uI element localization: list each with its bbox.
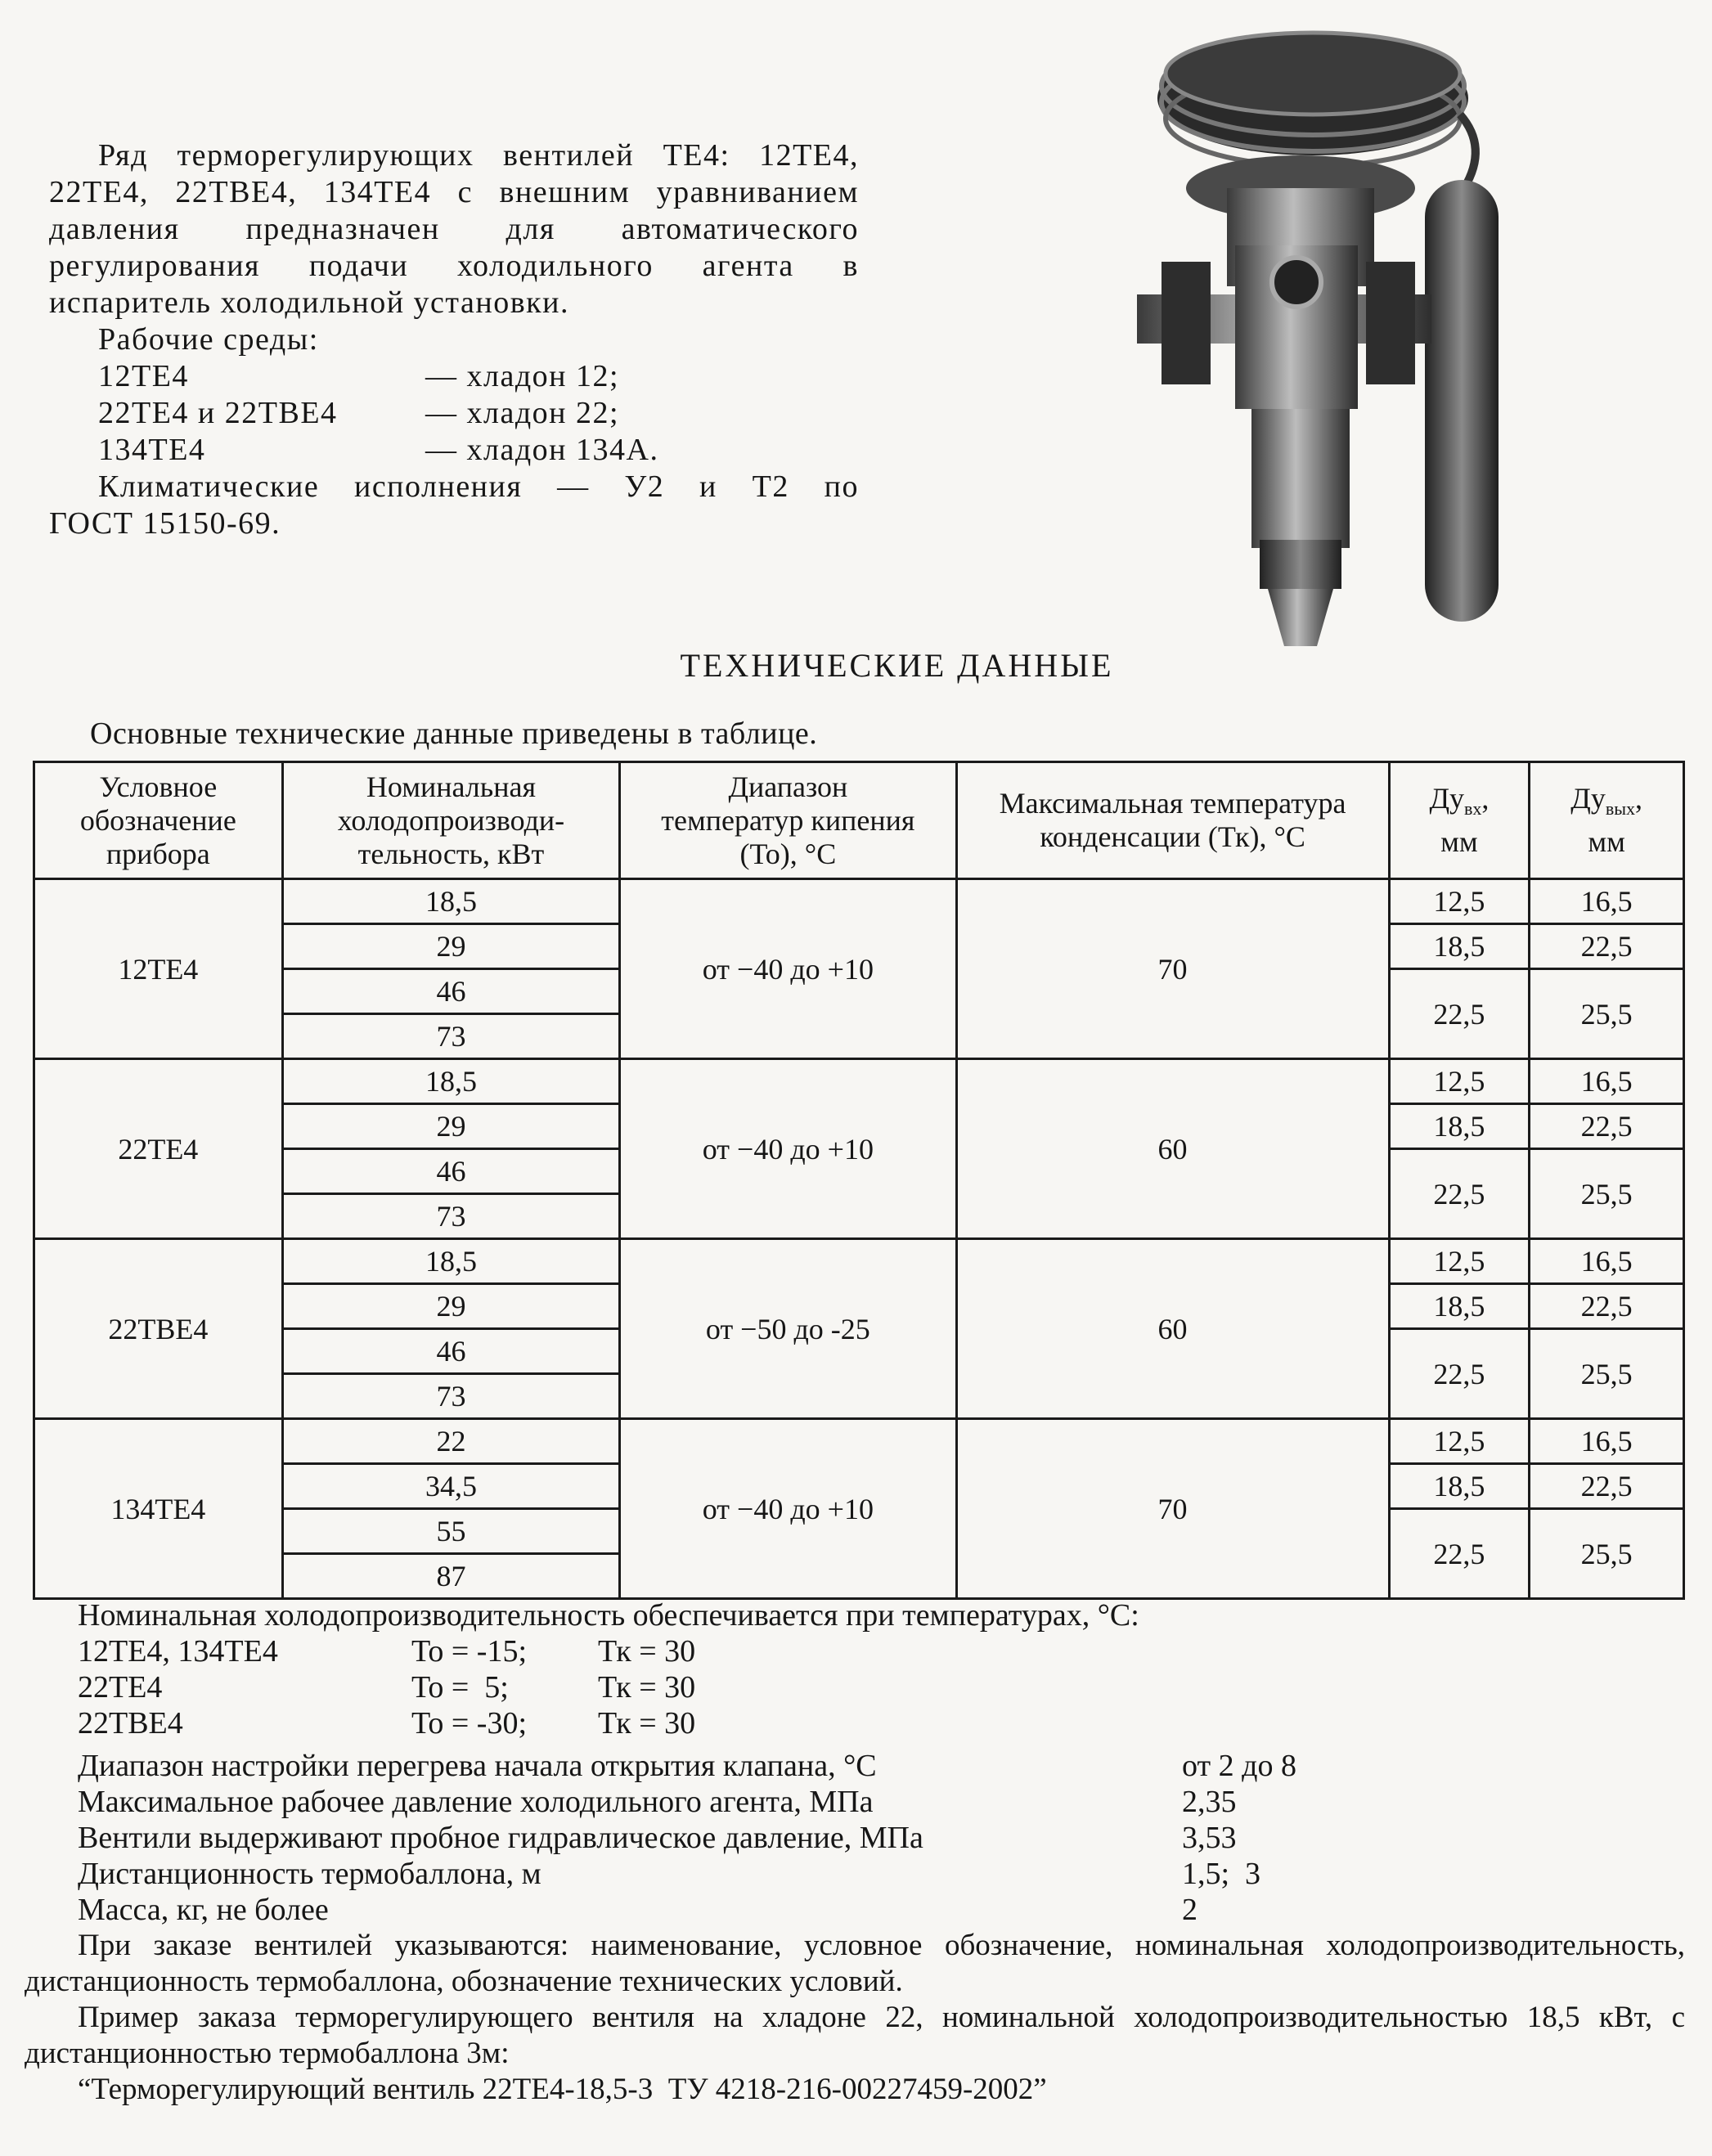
du-out-cell: 25,5 xyxy=(1530,1149,1684,1239)
table-intro: Основные технические данные приведены в таблице. xyxy=(90,716,818,751)
thermal-bulb xyxy=(1425,180,1499,622)
range-cell: от −40 до +10 xyxy=(620,1419,956,1599)
du-out-cell: 16,5 xyxy=(1530,1239,1684,1284)
param-row: Дистанционность термобаллона, м 1,5; 3 xyxy=(78,1857,1261,1891)
range-cell: от −40 до +10 xyxy=(620,879,956,1059)
section-title: ТЕХНИЧЕСКИЕ ДАННЫЕ xyxy=(680,647,1114,684)
condition-row: 12ТЕ4, 134ТЕ4 То = -15; Тк = 30 xyxy=(78,1634,696,1669)
du-out-cell: 16,5 xyxy=(1530,879,1684,924)
du-in-cell: 12,5 xyxy=(1389,1239,1530,1284)
du-out-cell: 22,5 xyxy=(1530,1104,1684,1149)
range-cell: от −50 до -25 xyxy=(620,1239,956,1419)
capacity-notes xyxy=(78,1597,1681,1741)
parameters-list xyxy=(78,1748,1305,1928)
du-in-cell: 12,5 xyxy=(1389,1419,1530,1464)
media-heading: Рабочие среды: xyxy=(98,322,319,357)
param-row: Максимальное рабочее давление холодильного агента, МПа 2,35 xyxy=(78,1785,1237,1819)
header-du-out: $Ду_{вых}$, мм xyxy=(1530,762,1684,879)
valve-body xyxy=(1137,155,1431,646)
capacity-cell: 46 xyxy=(282,1149,620,1194)
table-row xyxy=(34,879,1684,924)
order-example-intro: Пример заказа терморегулирующего вентиля на хладоне 22, номинальной холодопроизводительностью 18,5 кВт, с дистанционностью термобаллона 3м: xyxy=(25,2001,1685,2070)
capacity-cell: 34,5 xyxy=(282,1464,620,1509)
du-out-cell: 16,5 xyxy=(1530,1059,1684,1104)
order-info xyxy=(25,1928,1685,2108)
intro-block xyxy=(49,137,859,542)
intro-paragraph: Ряд терморегулирующих вентилей ТЕ4: 12ТЕ4, 22ТЕ4, 22ТВЕ4, 134ТЕ4 с внешним уравниванием давления предназначен для автоматического регулирования подачи холодильного агента в испаритель холодильной установки. xyxy=(49,138,859,320)
du-in-cell: 22,5 xyxy=(1389,1149,1530,1239)
capacity-cell: 22 xyxy=(282,1419,620,1464)
du-out-cell: 25,5 xyxy=(1530,1329,1684,1419)
condition-row: 22ТВЕ4 То = -30; Тк = 30 xyxy=(78,1706,696,1741)
capacity-cell: 73 xyxy=(282,1014,620,1059)
header-capacity: Номинальная холодопроизводи- тельность, кВт xyxy=(282,762,620,879)
capacity-cell: 18,5 xyxy=(282,879,620,924)
capacity-cell: 29 xyxy=(282,1104,620,1149)
table-header-row xyxy=(34,762,1684,879)
param-row: Вентили выдерживают пробное гидравлическое давление, МПа 3,53 xyxy=(78,1821,1237,1855)
du-in-cell: 18,5 xyxy=(1389,1464,1530,1509)
table-row xyxy=(34,1239,1684,1284)
du-out-cell: 16,5 xyxy=(1530,1419,1684,1464)
capacity-cell: 73 xyxy=(282,1194,620,1239)
capacity-cell: 29 xyxy=(282,1284,620,1329)
du-in-cell: 22,5 xyxy=(1389,1509,1530,1599)
model-cell: 12ТЕ4 xyxy=(34,879,283,1059)
order-requirements: При заказе вентилей указываются: наименование, условное обозначение, номинальная холодопроизводительность, дистанционность термобаллона, обозначение технических условий. xyxy=(25,1929,1685,1998)
climate-standard: ГОСТ 15150-69. xyxy=(49,506,281,541)
du-out-cell: 25,5 xyxy=(1530,1509,1684,1599)
technical-data-table xyxy=(33,761,1685,1600)
du-in-cell: 18,5 xyxy=(1389,1284,1530,1329)
du-out-cell: 25,5 xyxy=(1530,969,1684,1059)
media-row: 134ТЕ4 — хладон 134А. xyxy=(98,433,659,467)
header-du-in: $Ду_{вх}$, мм xyxy=(1389,762,1530,879)
climate-line: Климатические исполнения — У2 и Т2 по xyxy=(98,469,859,504)
model-cell: 22ТВЕ4 xyxy=(34,1239,283,1419)
capacity-cell: 73 xyxy=(282,1374,620,1419)
capacity-cell: 46 xyxy=(282,1329,620,1374)
capacity-cell: 55 xyxy=(282,1509,620,1554)
header-boiling-range: Диапазон температур кипения (То), °С xyxy=(620,762,956,879)
model-cell: 134ТЕ4 xyxy=(34,1419,283,1599)
table-row xyxy=(34,1059,1684,1104)
header-designation: Условное обозначение прибора xyxy=(34,762,283,879)
capacity-cell: 29 xyxy=(282,924,620,969)
du-in-cell: 18,5 xyxy=(1389,1104,1530,1149)
du-in-cell: 12,5 xyxy=(1389,879,1530,924)
header-condensation: Максимальная температура конденсации (Тк), °С xyxy=(956,762,1389,879)
table-row xyxy=(34,1419,1684,1464)
du-in-cell: 22,5 xyxy=(1389,1329,1530,1419)
capacity-cell: 18,5 xyxy=(282,1239,620,1284)
range-cell: от −40 до +10 xyxy=(620,1059,956,1239)
capillary-tube xyxy=(1460,115,1476,188)
param-row: Диапазон настройки перегрева начала открытия клапана, °С от 2 до 8 xyxy=(78,1749,1296,1783)
media-row: 22ТЕ4 и 22ТВЕ4 — хладон 22; xyxy=(98,396,620,430)
media-row: 12ТЕ4 — хладон 12; xyxy=(98,359,620,393)
param-row: Масса, кг, не более 2 xyxy=(78,1893,1198,1927)
tk-cell: 60 xyxy=(956,1239,1389,1419)
capacity-cell: 18,5 xyxy=(282,1059,620,1104)
capacity-note: Номинальная холодопроизводительность обеспечивается при температурах, °С: xyxy=(78,1598,1139,1633)
tk-cell: 70 xyxy=(956,1419,1389,1599)
model-cell: 22ТЕ4 xyxy=(34,1059,283,1239)
du-out-cell: 22,5 xyxy=(1530,1284,1684,1329)
thermostatic-valve-image xyxy=(1137,25,1513,663)
tk-cell: 60 xyxy=(956,1059,1389,1239)
capacity-cell: 87 xyxy=(282,1554,620,1599)
condition-row: 22ТЕ4 То = 5; Тк = 30 xyxy=(78,1670,696,1705)
du-in-cell: 22,5 xyxy=(1389,969,1530,1059)
du-in-cell: 18,5 xyxy=(1389,924,1530,969)
du-in-cell: 12,5 xyxy=(1389,1059,1530,1104)
tk-cell: 70 xyxy=(956,879,1389,1059)
du-out-cell: 22,5 xyxy=(1530,1464,1684,1509)
order-example: “Терморегулирующий вентиль 22ТЕ4-18,5-3 ТУ 4218-216-00227459-2002” xyxy=(78,2073,1047,2106)
capacity-cell: 46 xyxy=(282,969,620,1014)
capillary-coil xyxy=(1157,33,1468,166)
du-out-cell: 22,5 xyxy=(1530,924,1684,969)
